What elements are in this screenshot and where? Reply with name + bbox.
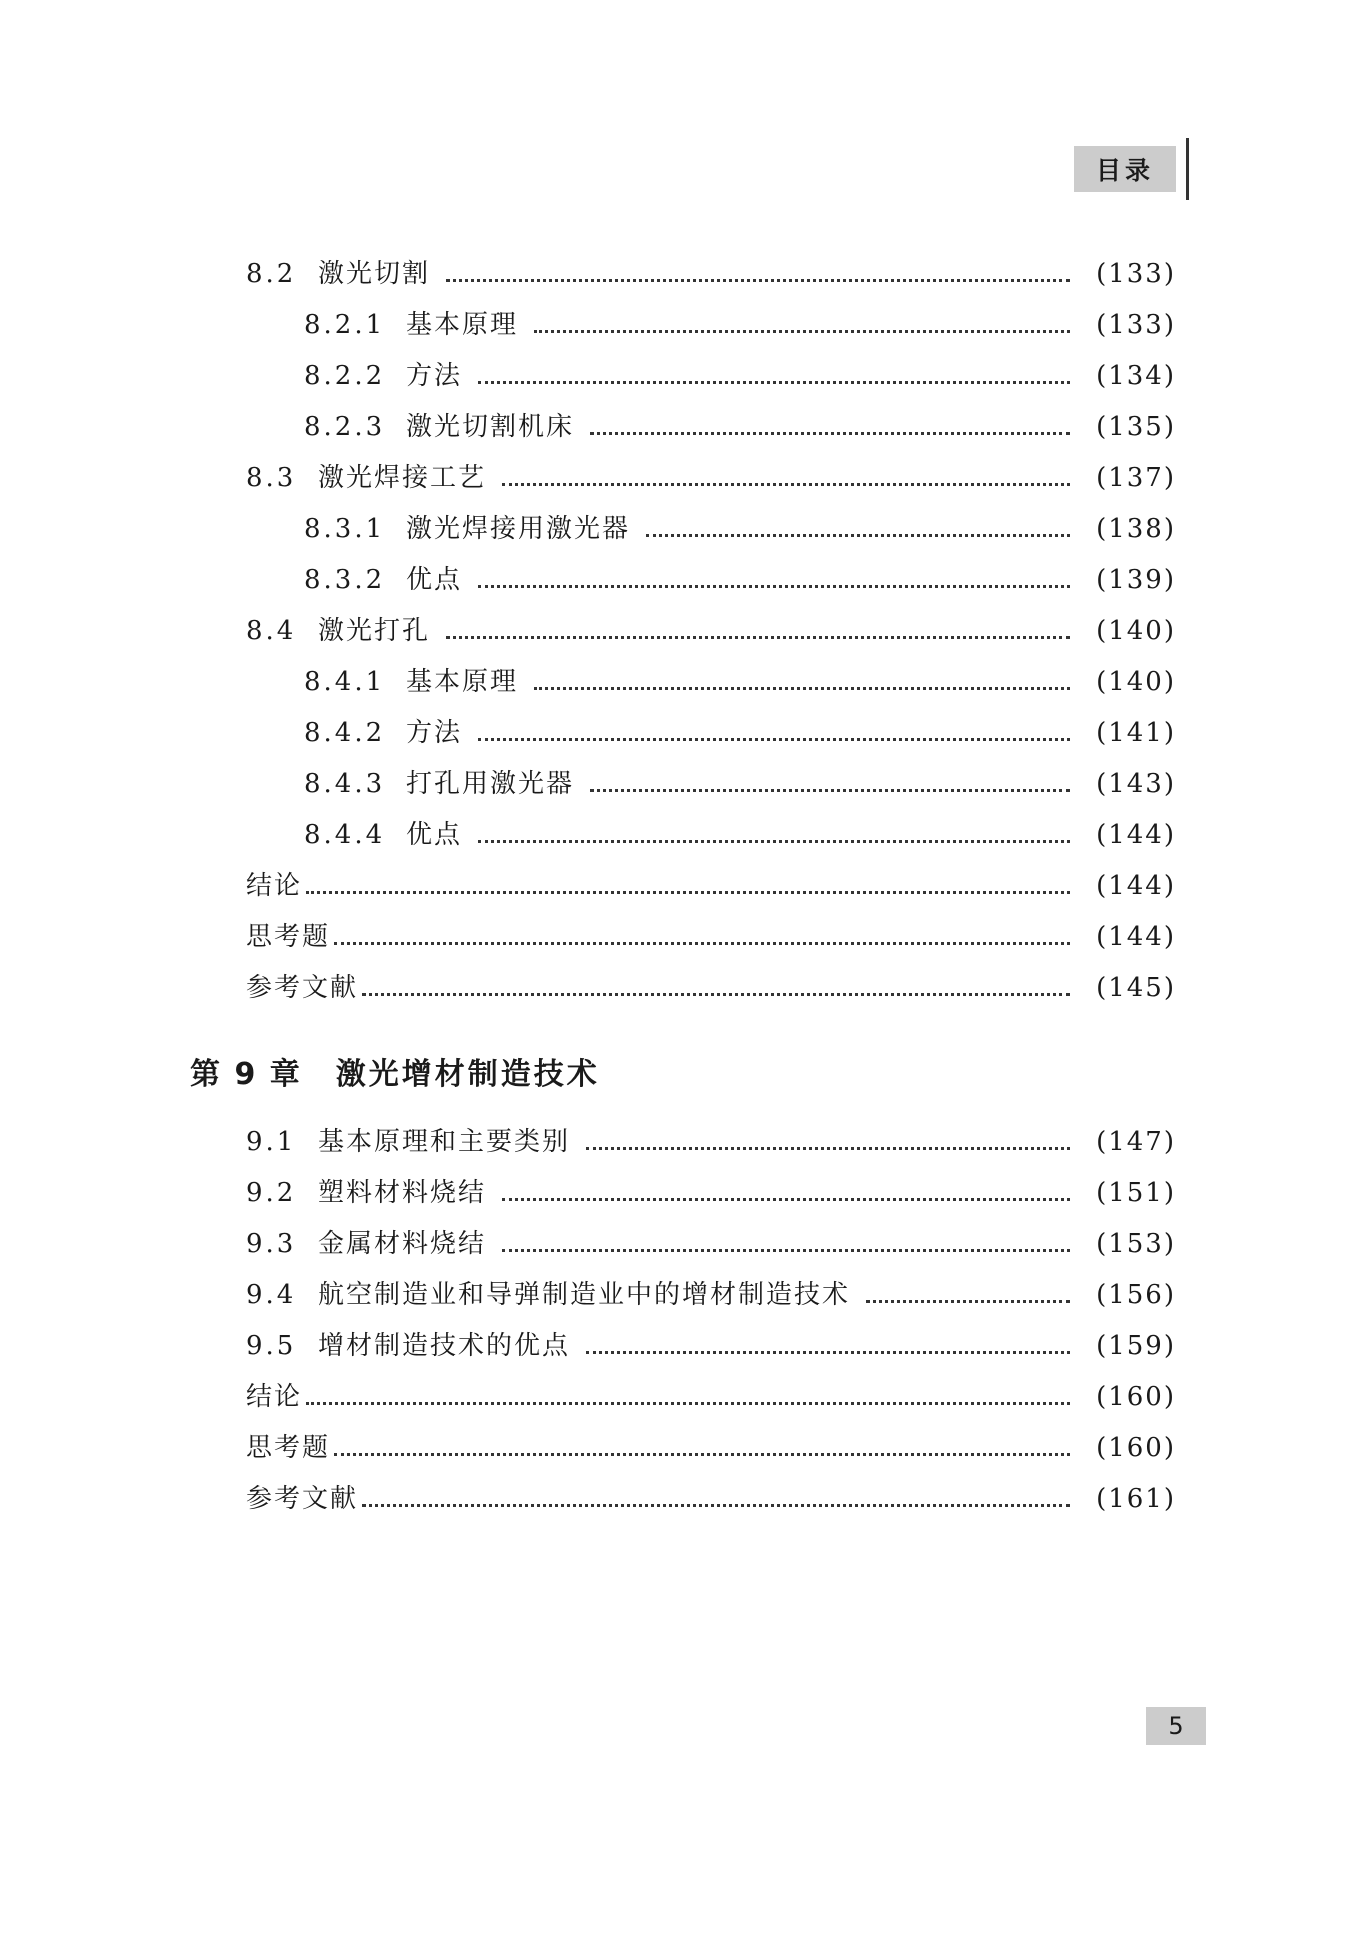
toc-entry-title: 激光切割 — [318, 259, 431, 289]
toc-dot-leader — [306, 891, 1070, 894]
toc-entry-number: 8.4 — [246, 616, 297, 646]
toc-entry-page: (140) — [1096, 667, 1176, 697]
toc-entry-number: 8.2.2 — [304, 361, 386, 391]
toc-entry[interactable] — [246, 1479, 1176, 1519]
toc-dot-leader — [334, 1453, 1070, 1456]
toc-dot-leader — [334, 942, 1070, 945]
toc-entry[interactable] — [246, 1122, 1176, 1162]
toc-dot-leader — [446, 279, 1070, 282]
toc-entry-page: (147) — [1096, 1127, 1176, 1157]
toc-entry-page: (134) — [1096, 361, 1176, 391]
toc-dot-leader — [478, 381, 1070, 384]
toc-entry-page: (159) — [1096, 1331, 1176, 1361]
toc-entry-number: 8.4.3 — [304, 769, 386, 799]
header-divider — [1186, 138, 1189, 200]
toc-entry-page: (145) — [1096, 973, 1176, 1003]
toc-dot-leader — [590, 789, 1070, 792]
toc-dot-leader — [590, 432, 1070, 435]
toc-entry-page: (140) — [1096, 616, 1176, 646]
toc-entry-title: 增材制造技术的优点 — [318, 1331, 571, 1361]
toc-entry[interactable] — [304, 764, 1176, 804]
toc-entry-page: (133) — [1096, 310, 1176, 340]
toc-entry-number: 8.3 — [246, 463, 297, 493]
toc-entry-page: (144) — [1096, 922, 1176, 952]
toc-entry-number: 8.4.4 — [304, 820, 386, 850]
toc-entry[interactable] — [246, 968, 1176, 1008]
toc-entry-title: 基本原理 — [406, 310, 519, 340]
toc-entry-page: (143) — [1096, 769, 1176, 799]
toc-entry[interactable] — [246, 917, 1176, 957]
toc-entry-number: 8.4.1 — [304, 667, 386, 697]
toc-dot-leader — [646, 534, 1070, 537]
toc-entry[interactable] — [304, 662, 1176, 702]
toc-entry-number: 8.3.1 — [304, 514, 386, 544]
toc-entry-number: 8.3.2 — [304, 565, 386, 595]
toc-dot-leader — [586, 1147, 1070, 1150]
toc-entry[interactable] — [246, 866, 1176, 906]
toc-dot-leader — [502, 1198, 1070, 1201]
toc-dot-leader — [306, 1402, 1070, 1405]
toc-entry[interactable] — [304, 560, 1176, 600]
toc-entry-number: 8.4.2 — [304, 718, 386, 748]
toc-entry[interactable] — [246, 1275, 1176, 1315]
toc-entry[interactable] — [246, 1173, 1176, 1213]
toc-entry-title: 激光焊接用激光器 — [406, 514, 631, 544]
toc-dot-leader — [534, 330, 1070, 333]
toc-entry-page: (160) — [1096, 1433, 1176, 1463]
toc-entry-number: 9.1 — [246, 1127, 297, 1157]
toc-entry[interactable] — [304, 305, 1176, 345]
toc-entry-number: 9.5 — [246, 1331, 297, 1361]
toc-entry-page: (153) — [1096, 1229, 1176, 1259]
toc-dot-leader — [534, 687, 1070, 690]
toc-entry-page: (141) — [1096, 718, 1176, 748]
toc-entry[interactable] — [304, 407, 1176, 447]
toc-entry[interactable] — [304, 356, 1176, 396]
toc-entry[interactable] — [246, 611, 1176, 651]
toc-entry-title: 方法 — [406, 718, 463, 748]
toc-dot-leader — [362, 1504, 1070, 1507]
toc-entry-title: 金属材料烧结 — [318, 1229, 487, 1259]
toc-entry-page: (160) — [1096, 1382, 1176, 1412]
toc-entry[interactable] — [246, 1326, 1176, 1366]
toc-dot-leader — [446, 636, 1070, 639]
page-number: 5 — [1146, 1707, 1206, 1745]
toc-entry[interactable] — [246, 1428, 1176, 1468]
toc-entry-number: 9.3 — [246, 1229, 297, 1259]
toc-entry[interactable] — [304, 713, 1176, 753]
toc-entry-title: 优点 — [406, 565, 463, 595]
toc-entry-page: (156) — [1096, 1280, 1176, 1310]
toc-entry-title: 塑料材料烧结 — [318, 1178, 487, 1208]
toc-entry-title: 打孔用激光器 — [406, 769, 575, 799]
chapter-title: 激光增材制造技术 — [335, 1057, 600, 1092]
toc-entry-title: 思考题 — [246, 922, 331, 952]
toc-entry-page: (138) — [1096, 514, 1176, 544]
toc-entry-title: 激光切割机床 — [406, 412, 575, 442]
toc-entry-page: (137) — [1096, 463, 1176, 493]
toc-dot-leader — [478, 738, 1070, 741]
toc-entry[interactable] — [304, 509, 1176, 549]
toc-dot-leader — [502, 483, 1070, 486]
toc-entry-page: (133) — [1096, 259, 1176, 289]
toc-entry-title: 航空制造业和导弹制造业中的增材制造技术 — [318, 1280, 851, 1310]
toc-entry-number: 9.2 — [246, 1178, 297, 1208]
toc-entry-title: 优点 — [406, 820, 463, 850]
toc-entry-page: (151) — [1096, 1178, 1176, 1208]
toc-entry-title: 思考题 — [246, 1433, 331, 1463]
toc-entry-title: 参考文献 — [246, 973, 359, 1003]
toc-entry-title: 激光打孔 — [318, 616, 431, 646]
toc-entry-title: 基本原理和主要类别 — [318, 1127, 571, 1157]
toc-dot-leader — [362, 993, 1070, 996]
toc-entry-title: 方法 — [406, 361, 463, 391]
toc-entry-number: 8.2.1 — [304, 310, 386, 340]
running-header-label: 目录 — [1074, 146, 1176, 192]
toc-entry-title: 基本原理 — [406, 667, 519, 697]
toc-entry[interactable] — [246, 1224, 1176, 1264]
toc-entry[interactable] — [246, 458, 1176, 498]
toc-entry-page: (135) — [1096, 412, 1176, 442]
toc-entry[interactable] — [246, 254, 1176, 294]
toc-entry-number: 9.4 — [246, 1280, 297, 1310]
toc-dot-leader — [502, 1249, 1070, 1252]
toc-entry-page: (144) — [1096, 871, 1176, 901]
chapter-heading[interactable] — [190, 1046, 600, 1096]
toc-dot-leader — [478, 840, 1070, 843]
toc-entry-number: 8.2.3 — [304, 412, 386, 442]
toc-entry-title: 结论 — [246, 1382, 303, 1412]
toc-dot-leader — [866, 1300, 1070, 1303]
toc-entry[interactable] — [304, 815, 1176, 855]
toc-entry-page: (144) — [1096, 820, 1176, 850]
toc-entry[interactable] — [246, 1377, 1176, 1417]
toc-entry-title: 参考文献 — [246, 1484, 359, 1514]
chapter-number: 第 9 章 — [190, 1057, 302, 1092]
toc-entry-page: (139) — [1096, 565, 1176, 595]
toc-entry-title: 激光焊接工艺 — [318, 463, 487, 493]
toc-dot-leader — [586, 1351, 1070, 1354]
toc-dot-leader — [478, 585, 1070, 588]
toc-entry-number: 8.2 — [246, 259, 297, 289]
toc-entry-page: (161) — [1096, 1484, 1176, 1514]
toc-entry-title: 结论 — [246, 871, 303, 901]
